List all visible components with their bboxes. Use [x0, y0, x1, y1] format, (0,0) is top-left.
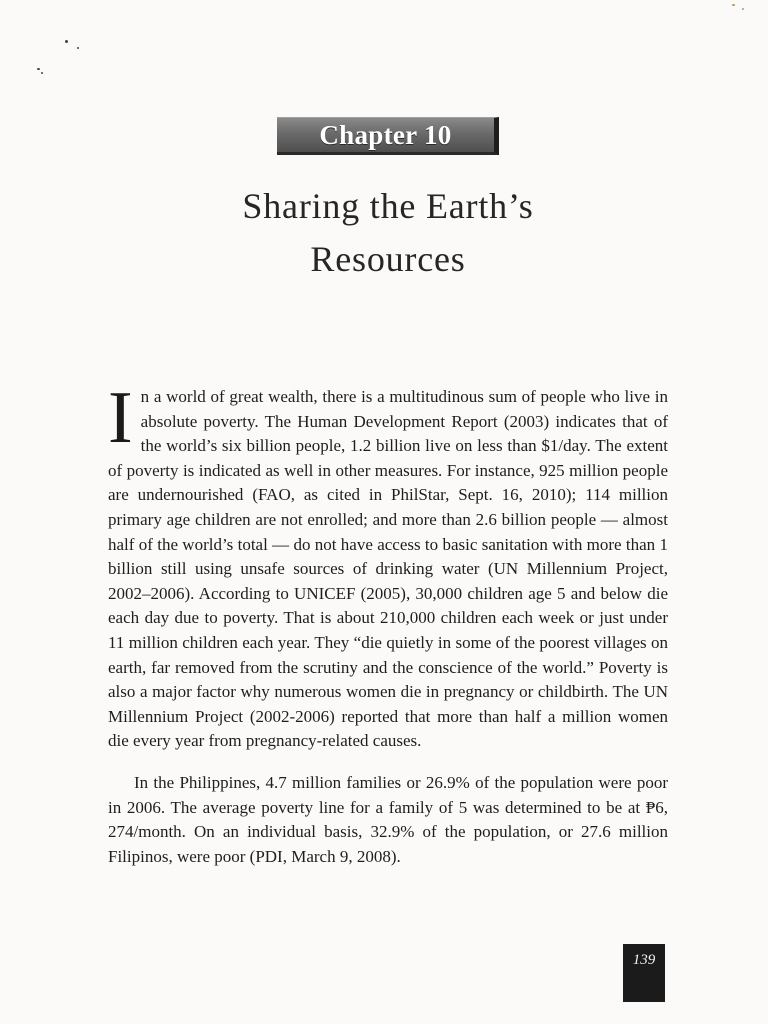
title-line-2: Resources: [310, 239, 466, 279]
paragraph-2: In the Philippines, 4.7 million families or 26.9% of the population were poor in 2006. The average poverty line for a family of 5 was determined to be at ₱6, 274/month. On an individual basis, 32.9% of the population, or 27.6 million Filipinos, were poor (PDI, March 9, 2008).: [108, 772, 668, 866]
scan-speck: [41, 72, 43, 74]
body-text: [108, 377, 668, 869]
paragraph-1-text: n a world of great wealth, there is a multitudinous sum of people who live in absolute poverty. The Human Development Report (2003) indicates that of the world’s six billion people, 1.2 billion live on less than $1/day. The extent of poverty is indicated as well in other measures. For instance, 925 million people are undernourished (FAO, as cited in PhilStar, Sept. 16, 2010); 114 million primary age children are not enrolled; and more than 2.6 billion people — almost half of the world’s total — do not have access to basic sanitation with more than 1 billion still using unsafe sources of drinking water (UN Millennium Project, 2002–2006). According to UNICEF (2005), 30,000 children age 5 and below die each day due to poverty. That is about 210,000 children each week or just under 11 million children each year. They “die quietly in some of the poorest villages on earth, far removed from the scrutiny and the conscience of the world.” Poverty is also a major factor why numerous women die in pregnancy or childbirth. The UN Millennium Project (2002-2006) reported that more than half a million women die every year from pregnancy-related causes.: [108, 387, 668, 751]
paragraph-1: [108, 377, 668, 754]
scan-speck: [37, 68, 40, 70]
drop-cap: I: [108, 377, 133, 459]
chapter-label: Chapter 10: [319, 119, 452, 150]
chapter-banner: [277, 117, 499, 155]
scan-speck: [65, 40, 68, 43]
scan-speck: [742, 8, 744, 10]
scan-speck: [732, 4, 735, 6]
title-line-1: Sharing the Earth’s: [242, 186, 534, 226]
page-number: 139: [632, 952, 656, 968]
chapter-title: [120, 180, 656, 286]
scan-speck: [77, 47, 79, 49]
page-number-box: [623, 944, 665, 1002]
